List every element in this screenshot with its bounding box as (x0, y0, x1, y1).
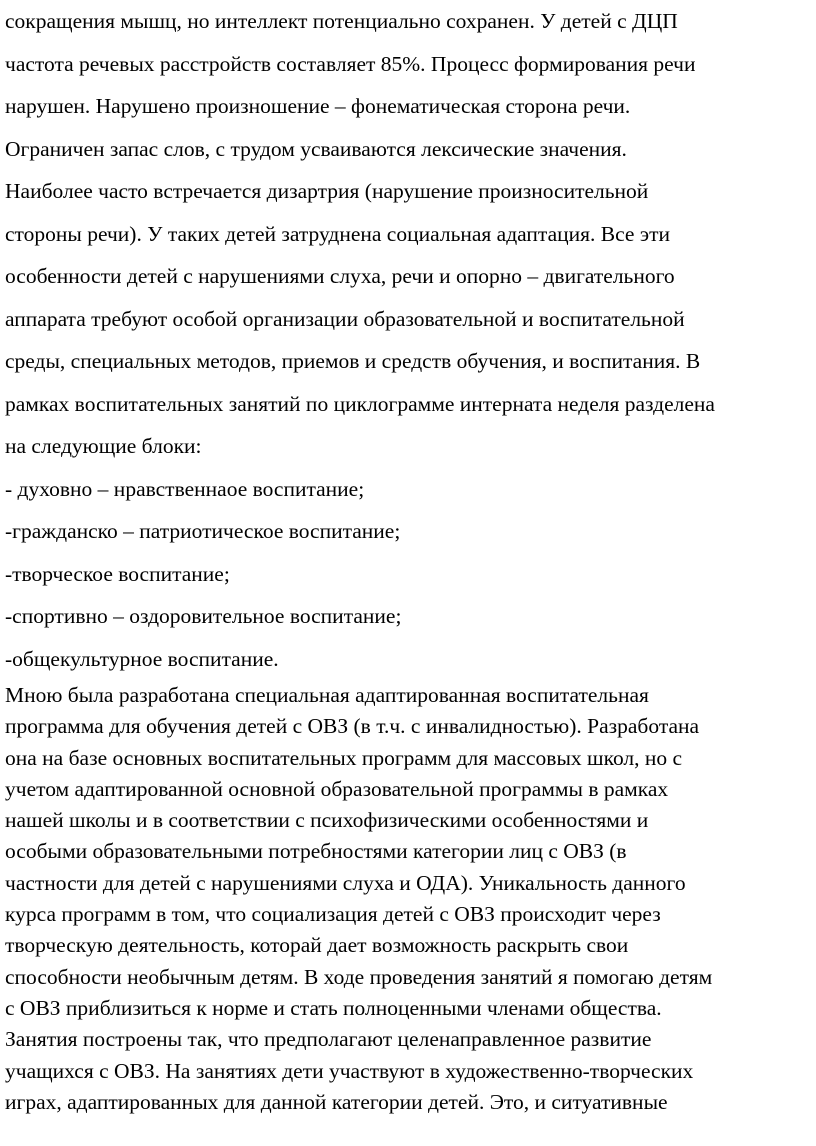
list-item: -спортивно – оздоровительное воспитание; (5, 604, 402, 628)
text-line: на следующие блоки: (5, 434, 202, 458)
list-item: -творческое воспитание; (5, 561, 230, 586)
text-line: среды, специальных методов, приемов и средств обучения, и воспитания. В (5, 349, 701, 373)
text-line: сокращения мышц, но интеллект потенциально сохранен. У детей с ДЦП (5, 9, 678, 33)
text-line: Мною была разработана специальная адаптированная воспитательная (5, 683, 649, 707)
text-line: с ОВЗ приблизиться к норме и стать полноценными членами общества. (5, 995, 662, 1020)
text-line: стороны речи). У таких детей затруднена социальная адаптация. Все эти (5, 221, 670, 246)
text-line: учащихся с ОВЗ. На занятиях дети участвуют в художественно-творческих (5, 1058, 694, 1083)
text-line: нашей школы и в соответствии с психофизическими особенностями и (5, 808, 649, 833)
text-line: особыми образовательными потребностями категории лиц с ОВЗ (в (5, 839, 627, 864)
text-line: она на базе основных воспитательных программ для массовых школ, но с (5, 745, 683, 770)
text-line: особенности детей с нарушениями слуха, речи и опорно – двигательного (5, 264, 675, 288)
paragraph-program (5, 680, 816, 1118)
text-line: аппарата требуют особой организации образовательной и воспитательной (5, 306, 685, 331)
text-line: играх, адаптированных для данной категории детей. Это, и ситуативные (5, 1089, 668, 1114)
text-line: нарушен. Нарушено произношение – фонематическая сторона речи. (5, 94, 631, 118)
text-line: учетом адаптированной основной образовательной программы в рамках (5, 776, 669, 801)
list-item: -гражданско – патриотическое воспитание; (5, 519, 401, 543)
text-line: программа для обучения детей с ОВЗ (в т.ч. с инвалидностью). Разработана (5, 714, 700, 739)
text-line: курса программ в том, что социализация детей с ОВЗ происходит через (5, 902, 661, 927)
text-line: частота речевых расстройств составляет 85%. Процесс формирования речи (5, 51, 696, 76)
text-line: частности для детей с нарушениями слуха и ОДА). Уникальность данного (5, 870, 686, 895)
text-line: Наиболее часто встречается дизартрия (нарушение произносительной (5, 179, 649, 203)
text-line: Занятия построены так, что предполагают целенаправленное развитие (5, 1027, 652, 1052)
text-line: рамках воспитательных занятий по циклограмме интерната неделя разделена (5, 391, 715, 416)
text-line: Ограничен запас слов, с трудом усваиваются лексические значения. (5, 136, 627, 161)
education-blocks-list (5, 468, 816, 681)
text-line: творческую деятельность, которай дает возможность раскрыть свои (5, 933, 629, 958)
list-item: -общекультурное воспитание. (5, 646, 279, 671)
list-item: - духовно – нравственнаое воспитание; (5, 476, 365, 501)
paragraph-intro (5, 0, 816, 468)
text-line: способности необычным детям. В ходе проведения занятий я помогаю детям (5, 964, 713, 989)
